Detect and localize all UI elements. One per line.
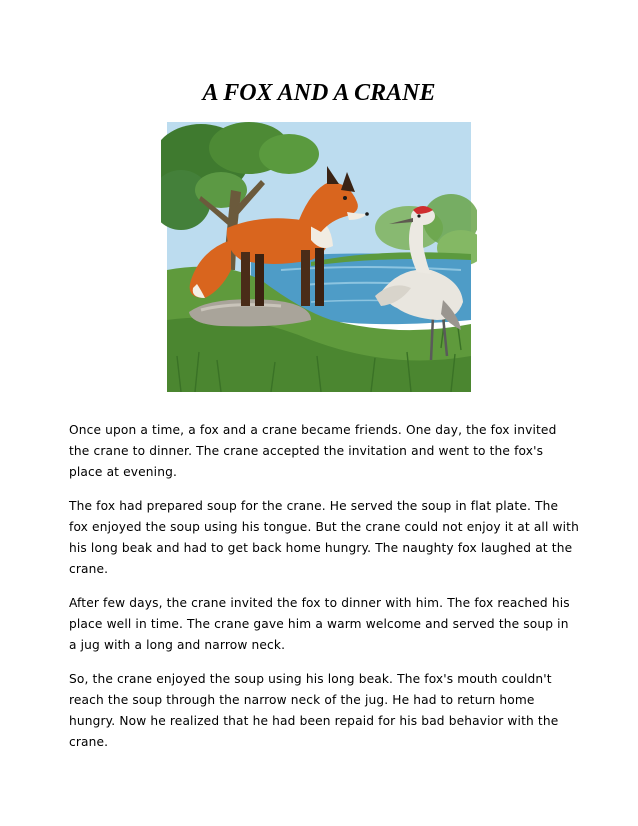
story-paragraph-4: So, the crane enjoyed the soup using his long beak. The fox's mouth couldn't reach the soup through the narrow neck of the jug. He had to return home hungry. Now he realized that he had been repaid for his bad behavior with the crane.	[69, 672, 559, 749]
story-paragraph-2: The fox had prepared soup for the crane. He served the soup in flat plate. The fox enjoyed the soup using his tongue. But the crane could not enjoy it at all with his long beak and had to get back home hungry. The naughty fox laughed at the crane.	[69, 499, 579, 576]
illustration-svg	[161, 120, 477, 392]
story-text	[69, 420, 579, 766]
story-title: A FOX AND A CRANE	[202, 80, 436, 106]
story-paragraph-3: After few days, the crane invited the fox to dinner with him. The fox reached his place well in time. The crane gave him a warm welcome and served the soup in a jug with a long and narrow neck.	[69, 596, 570, 652]
fox-and-crane-illustration	[161, 120, 477, 392]
story-paragraph-1: Once upon a time, a fox and a crane became friends. One day, the fox invited the crane to dinner. The crane accepted the invitation and went to the fox's place at evening.	[69, 423, 557, 479]
